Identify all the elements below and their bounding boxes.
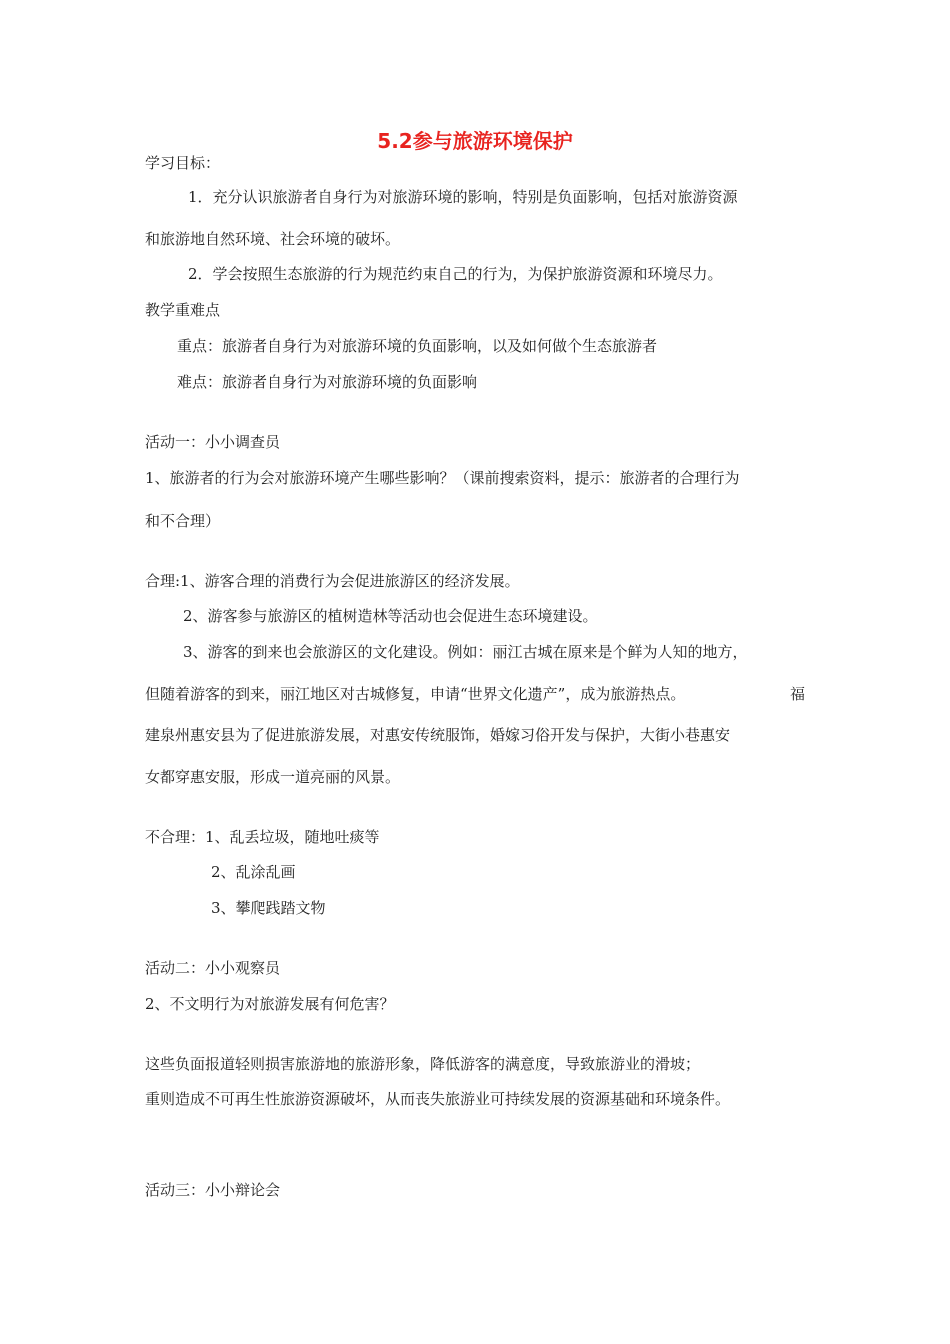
reasonable-3-line-3: 建泉州惠安县为了促进旅游发展，对惠安传统服饰，婚嫁习俗开发与保护，大街小巷惠安: [145, 726, 731, 744]
goal-1-line-2: 和旅游地自然环境、社会环境的破坏。: [145, 230, 401, 248]
question-1-line-1: 1、旅游者的行为会对旅游环境产生哪些影响？（课前搜索资料，提示：旅游者的合理行为: [145, 469, 740, 487]
reasonable-2: 2、游客参与旅游区的植树造林等活动也会促进生态环境建设。: [183, 607, 598, 625]
key-points-heading: 教学重难点: [145, 301, 221, 319]
reasonable-3-line-2: 但随着游客的到来，丽江地区对古城修复，申请“世界文化遗产”，成为旅游热点。: [145, 685, 686, 703]
page-title: 5.2参与旅游环境保护: [377, 129, 573, 153]
difficult-point: 难点：旅游者自身行为对旅游环境的负面影响: [177, 373, 478, 391]
reasonable-3-line-4: 女都穿惠安服，形成一道亮丽的风景。: [145, 768, 401, 786]
unreasonable-1: 不合理：1、乱丢垃圾，随地吐痰等: [145, 828, 380, 846]
unreasonable-2: 2、乱涂乱画: [211, 863, 296, 881]
activity-1-heading: 活动一：小小调查员: [145, 433, 281, 451]
unreasonable-3: 3、攀爬践踏文物: [211, 899, 326, 917]
activity-3-heading: 活动三：小小辩论会: [145, 1181, 281, 1199]
question-1-line-2: 和不合理）: [145, 512, 221, 530]
answer-2-line-1: 这些负面报道轻则损害旅游地的旅游形象，降低游客的满意度，导致旅游业的滑坡；: [145, 1055, 701, 1073]
answer-2-line-2: 重则造成不可再生性旅游资源破坏，从而丧失旅游业可持续发展的资源基础和环境条件。: [145, 1090, 731, 1108]
reasonable-3-line-2-tail: 福: [790, 685, 806, 703]
goal-1-line-1: 1．充分认识旅游者自身行为对旅游环境的影响，特别是负面影响，包括对旅游资源: [188, 188, 738, 206]
learning-goals-heading: 学习目标：: [145, 154, 221, 172]
question-2: 2、不文明行为对旅游发展有何危害？: [145, 995, 395, 1013]
reasonable-3-line-1: 3、游客的到来也会旅游区的文化建设。例如：丽江古城在原来是个鲜为人知的地方，: [183, 643, 748, 661]
goal-2: 2．学会按照生态旅游的行为规范约束自己的行为，为保护旅游资源和环境尽力。: [188, 265, 723, 283]
reasonable-1: 合理:1、游客合理的消费行为会促进旅游区的经济发展。: [145, 572, 520, 590]
activity-2-heading: 活动二：小小观察员: [145, 959, 281, 977]
key-point: 重点：旅游者自身行为对旅游环境的负面影响，以及如何做个生态旅游者: [177, 337, 658, 355]
